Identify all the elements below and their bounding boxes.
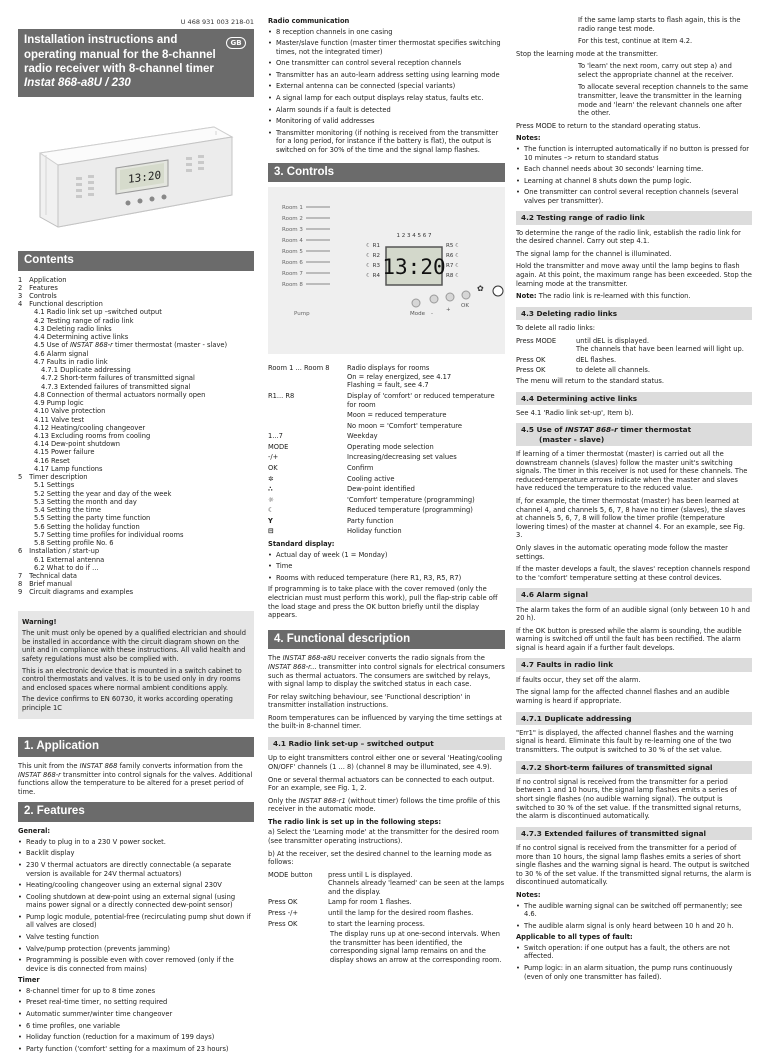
controls-legend-row: ☾ Reduced temperature (programming) bbox=[268, 506, 473, 515]
controls-legend-row: -/+ Increasing/decreasing set values bbox=[268, 453, 457, 462]
toc-entry[interactable]: 4.5 Use of INSTAT 868-r timer thermostat (master - slave) bbox=[34, 341, 228, 350]
key-value-row: Press OK to delete all channels. bbox=[516, 366, 651, 375]
radio-communication-label: Radio communication bbox=[268, 17, 350, 25]
list-item: • Pump logic module, potential-free (recirculating pump shut down if all valves are closed) bbox=[18, 913, 254, 930]
photo-room-label: Room 5 bbox=[282, 249, 303, 256]
general-label: General: bbox=[18, 827, 51, 836]
s43-button-steps bbox=[516, 337, 752, 375]
list-item: • Valve testing function bbox=[18, 933, 254, 942]
s41-text-c3: For this test, continue at Item 4.2. bbox=[578, 37, 693, 46]
photo-relay-label: R7 ☾ bbox=[446, 263, 460, 270]
s41-step-b: b) At the receiver, set the desired channel to the learning mode as follows: bbox=[268, 849, 492, 867]
s471-text-1: "Err1" is displayed, the affected channel flashes and the warning signal is heard. Eliminate this fault by re-learning one of the two transmitters. The output is switched to 30 % of the set value. bbox=[516, 728, 734, 754]
warning-title: Warning! bbox=[22, 617, 57, 626]
list-item: • Alarm sounds if a fault is detected bbox=[268, 106, 505, 115]
section-4-7-3-heading: 4.7.3 Extended failures of transmitted signal bbox=[516, 827, 752, 840]
list-item: • 8-channel timer for up to 8 time zones bbox=[18, 987, 254, 996]
controls-legend-row: Moon = reduced temperature bbox=[347, 411, 447, 420]
s473-applicable-list bbox=[516, 944, 752, 981]
list-item: • 6 time profiles, one variable bbox=[18, 1022, 254, 1031]
list-item: • Time bbox=[268, 562, 505, 571]
photo-minus-label: - bbox=[431, 311, 433, 318]
toc-entry[interactable]: 8 Brief manual bbox=[18, 580, 72, 589]
device-display-time: 13:20 bbox=[128, 168, 162, 186]
device-image bbox=[36, 123, 236, 231]
controls-legend-row: Room 1 ... Room 8 Radio displays for rooms On = relay energized, see 4.17 Flashing = fault, see 4.7 bbox=[268, 364, 452, 390]
toc-entry[interactable]: 4.14 Dew-point shutdown bbox=[34, 440, 120, 449]
controls-legend-row: No moon = 'Comfort' temperature bbox=[347, 421, 462, 430]
toc-entry[interactable]: 4.16 Reset bbox=[34, 456, 70, 465]
controls-legend bbox=[268, 364, 505, 536]
s473-notes-list bbox=[516, 902, 752, 931]
s42-text-2: The signal lamp for the channel is illuminated. bbox=[516, 249, 672, 258]
s473-applicable-label: Applicable to all types of fault: bbox=[516, 933, 633, 942]
s41-notes-label: Notes: bbox=[516, 134, 541, 143]
drops-icon: ∴ bbox=[268, 485, 273, 494]
s41-text-c1: The display runs up at one-second intervals. When the transmitter has been identified, the corresponding signal lamp remains on and the display shows an arrow at the corresponding room. bbox=[330, 930, 502, 964]
s43-text-2: The menu will return to the standard status. bbox=[516, 377, 664, 385]
toc-entry[interactable]: 5.5 Setting the party time function bbox=[34, 514, 151, 523]
toc-entry[interactable]: 4.9 Pump logic bbox=[34, 399, 84, 408]
photo-mode-label: Mode bbox=[410, 311, 425, 318]
photo-room-label: Room 2 bbox=[282, 216, 303, 223]
toc-entry[interactable]: 6.2 What to do if ... bbox=[34, 563, 99, 572]
key-value-row: Press OK dEL flashes. bbox=[516, 355, 617, 364]
table-of-contents bbox=[18, 276, 254, 597]
features-heading: 2. Features bbox=[18, 802, 254, 822]
controls-legend-row: Y Party function bbox=[268, 516, 394, 525]
section-4-1-heading: 4.1 Radio link set-up – switched output bbox=[268, 737, 505, 750]
s47-text-2: The signal lamp for the affected channel flashes and an audible warning is heard if appropriate. bbox=[516, 688, 730, 705]
list-item: • Party function ('comfort' setting for a maximum of 23 hours) bbox=[18, 1045, 254, 1053]
toc-entry[interactable]: 4.15 Power failure bbox=[34, 448, 95, 457]
toc-entry[interactable]: 4.4 Determining active links bbox=[34, 333, 129, 342]
warning-text-1: The unit must only be opened by a qualified electrician and should be installed in accordance with the circuit diagram shown on the unit and in compliance with these instructions. All valid health and safety regulations must also be complied with. bbox=[22, 629, 246, 663]
controls-legend-row: 1...7 Weekday bbox=[268, 432, 378, 441]
general-features-list bbox=[18, 838, 254, 974]
document-title: Installation instructions and operating manual for the 8-channel radio receiver with 8-channel timer bbox=[24, 34, 216, 76]
s43-text-1: To delete all radio links: bbox=[516, 324, 596, 333]
photo-plus-label: + bbox=[446, 307, 451, 314]
list-item: • The function is interrupted automatically if no button is pressed for 10 minutes –> return to standard status bbox=[516, 145, 752, 162]
functional-heading: 4. Functional description bbox=[268, 630, 505, 650]
s41-text-d1: To 'learn' the next room, carry out step a) and select the appropriate channel at the receiver. bbox=[578, 62, 734, 79]
list-item: • One transmitter can control several reception channels bbox=[268, 59, 505, 68]
controls-legend-row: ∴ Dew-point identified bbox=[268, 485, 415, 494]
toc-entry[interactable]: 5.2 Setting the year and day of the week bbox=[34, 489, 172, 498]
list-item: • The audible warning signal can be switched off permanently; see 4.6. bbox=[516, 902, 752, 919]
photo-pump-label: Pump bbox=[294, 311, 310, 318]
toc-entry[interactable]: 5.7 Setting time profiles for individual rooms bbox=[34, 530, 184, 539]
controls-photo bbox=[268, 187, 505, 354]
list-item: • Transmitter monitoring (if nothing is received from the transmitter for a long period, for instance if the battery is flat), the output is switched on for 30% of the time and the signal lamp flashes. bbox=[268, 129, 505, 155]
s41-text-c2: If the same lamp starts to flash again, this is the radio range test mode. bbox=[578, 16, 741, 33]
photo-time: 13:20 bbox=[382, 255, 446, 280]
toc-entry[interactable]: 1 Application bbox=[18, 275, 67, 284]
controls-heading: 3. Controls bbox=[268, 163, 505, 183]
toc-entry[interactable]: 4.13 Excluding rooms from cooling bbox=[34, 431, 151, 440]
s41-stop: Stop the learning mode at the transmitter. bbox=[516, 49, 659, 58]
controls-legend-row: MODE Operating mode selection bbox=[268, 442, 434, 451]
snowflake-icon: ✲ bbox=[268, 474, 274, 483]
timer-label: Timer bbox=[18, 976, 40, 985]
s41-mode: Press MODE to return to the standard operating status. bbox=[516, 121, 701, 130]
s47-text-1: If faults occur, they set off the alarm. bbox=[516, 675, 641, 684]
toc-entry[interactable]: 4.17 Lamp functions bbox=[34, 464, 103, 473]
s46-text-1: The alarm takes the form of an audible signal (only between 10 h and 20 h). bbox=[516, 605, 751, 623]
toc-entry[interactable]: 5 Timer description bbox=[18, 473, 88, 482]
standard-display-note: If programming is to take place with the cover removed (only the electrician must must perform this work), pull the flap-strip cable off the load stage and press the OK button briefly until the display appears. bbox=[268, 585, 498, 620]
toc-entry[interactable]: 4.2 Testing range of radio link bbox=[34, 316, 134, 325]
toc-entry[interactable]: 4.8 Connection of thermal actuators normally open bbox=[34, 390, 206, 399]
functional-text-2: For relay switching behaviour, see 'Functional description' in transmitter installation instructions. bbox=[268, 692, 471, 710]
photo-relay-label: R6 ☾ bbox=[446, 253, 460, 260]
toc-entry[interactable]: 4.1 Radio link set up –switched output bbox=[34, 308, 162, 317]
document-number: U 468 931 003 218-01 bbox=[180, 18, 254, 26]
toc-entry[interactable]: 4 Functional description bbox=[18, 300, 103, 309]
toc-entry[interactable]: 4.7.2 Short-term failures of transmitted signal bbox=[41, 374, 195, 383]
column-3 bbox=[516, 0, 752, 1053]
s45-text-3: Only slaves in the automatic operating mode follow the master settings. bbox=[516, 543, 728, 561]
list-item: • Holiday function (reduction for a maximum of 199 days) bbox=[18, 1033, 254, 1042]
section-4-4-heading: 4.4 Determining active links bbox=[516, 392, 752, 405]
toc-entry[interactable]: 4.7.3 Extended failures of transmitted signal bbox=[41, 382, 191, 391]
s45-text-2: If, for example, the timer thermostat (master) has been learned at channel 4, and channels 5, 6, 7, 8 have no timer (slaves), the slaves at channels 5, 6, 7, 8 will follow the timer profile (temperature lowering times) of the master at channel 4. For an example, see Fig. 3. bbox=[516, 497, 746, 540]
photo-relay-label: R5 ☾ bbox=[446, 243, 460, 250]
s44-text-1: See 4.1 'Radio link set-up', Item b). bbox=[516, 408, 634, 417]
photo-relay-label: ☾ R4 bbox=[366, 273, 380, 280]
s472-text-1: If no control signal is received from the transmitter for a period between 1 and 10 hours, the signal lamp flashes emits a series of short single flashes (no audible warning signal). The output is switched to 30 % of the set value. If the transmitted signal returns, the alarm is discontinued automatically. bbox=[516, 777, 742, 821]
s41-text-2: One or several thermal actuators can be connected to each output. For an example, see Fig. 1, 2. bbox=[268, 775, 495, 793]
toc-entry[interactable]: 5.3 Setting the month and day bbox=[34, 497, 137, 506]
key-value-row: Press OK Lamp for room 1 flashes. bbox=[268, 898, 412, 907]
toc-entry[interactable]: 4.11 Valve test bbox=[34, 415, 85, 424]
s46-text-2: If the OK button is pressed while the alarm is sounding, the audible warning is switched off until the fault has been rectified. The alarm signal is heard again if a further fault develops. bbox=[516, 626, 742, 652]
photo-weekdays: 1 2 3 4 5 6 7 bbox=[396, 233, 432, 240]
photo-room-label: Room 4 bbox=[282, 238, 303, 245]
key-value-row: MODE button press until L is displayed. Channels already 'learned' can be seen at the lamps and the display. bbox=[268, 870, 505, 896]
functional-text-3: Room temperatures can be influenced by varying the time settings at the built-in 8-channel timer. bbox=[268, 713, 502, 731]
photo-ok-label: OK bbox=[461, 303, 469, 310]
toc-entry[interactable]: 4.7 Faults in radio link bbox=[34, 357, 108, 366]
list-item: • Programming is possible even with cover removed (only if the device is dis connected from mains) bbox=[18, 956, 254, 973]
list-item: • A signal lamp for each output displays relay status, faults etc. bbox=[268, 94, 505, 103]
standard-display-list bbox=[268, 551, 505, 583]
suitcase-icon: ⊟ bbox=[268, 527, 274, 536]
photo-relay-label: ☾ R3 bbox=[366, 263, 380, 270]
photo-relay-label: ☾ R1 bbox=[366, 243, 380, 250]
key-value-row: Press -/+ until the lamp for the desired room flashes. bbox=[268, 909, 474, 918]
photo-room-label: Room 8 bbox=[282, 282, 303, 289]
s41-text-1: Up to eight transmitters control either one or several 'Heating/cooling ON/OFF' channels (1 ... 8) (channel 8 may be illuminated, see 4.9). bbox=[268, 754, 503, 771]
model-name: Instat 868-a8U / 230 bbox=[24, 77, 131, 90]
s41-step-a: a) Select the 'Learning mode' at the transmitter for the desired room (see transmitter operating instructions). bbox=[268, 828, 499, 845]
toc-entry[interactable]: 5.8 Setting profile No. 6 bbox=[34, 539, 114, 548]
s42-text-1: To determine the range of the radio link, establish the radio link for the desired channel. Carry out step 4.1. bbox=[516, 228, 741, 246]
toc-entry[interactable]: 4.3 Deleting radio links bbox=[34, 324, 112, 333]
section-4-7-1-heading: 4.7.1 Duplicate addressing bbox=[516, 712, 752, 725]
list-item: • Preset real-time timer, no setting required bbox=[18, 998, 254, 1007]
s42-note: Note: The radio link is re-learned with this function. bbox=[516, 292, 691, 301]
key-value-row: Press MODE until dEL is displayed. The channels that have been learned will light up. bbox=[516, 336, 744, 354]
s473-notes-label: Notes: bbox=[516, 891, 541, 900]
toc-entry[interactable]: 4.7.1 Duplicate addressing bbox=[41, 366, 131, 375]
list-item: • Ready to plug in to a 230 V power socket. bbox=[18, 838, 254, 847]
s45-text-4: If the master develops a fault, the slaves' reception channels respond to the 'comfort' temperature setting at these control devices. bbox=[516, 565, 750, 582]
photo-room-label: Room 3 bbox=[282, 227, 303, 234]
photo-room-label: Room 1 bbox=[282, 205, 303, 212]
s41-button-steps bbox=[268, 871, 505, 928]
warning-text-2: This is an electronic device that is mounted in a switch cabinet to control thermostats and valves. It is to be used only in dry rooms and enclosed spaces where normal ambient conditions apply. bbox=[22, 666, 242, 692]
s42-text-3: Hold the transmitter and move away until the lamp begins to flash again. At this point, the maximum range has been exceeded. Stop the learning mode at the transmitter. bbox=[516, 262, 752, 288]
list-item: • Heating/cooling changeover using an external signal 230V bbox=[18, 881, 254, 890]
contents-heading: Contents bbox=[18, 251, 254, 271]
list-item: • Actual day of week (1 = Monday) bbox=[268, 551, 505, 560]
language-badge: GB bbox=[226, 37, 246, 49]
column-1 bbox=[18, 0, 254, 1053]
list-item: • 230 V thermal actuators are directly connectable (a separate version is available for 24V thermal actuators) bbox=[18, 861, 254, 878]
section-4-5-heading: 4.5 Use of INSTAT 868-r timer thermostat (master - slave) bbox=[516, 423, 752, 446]
title-banner bbox=[18, 29, 254, 97]
list-item: • Each channel needs about 30 seconds' learning time. bbox=[516, 165, 752, 174]
photo-room-label: Room 6 bbox=[282, 260, 303, 267]
svg-text:✿: ✿ bbox=[477, 284, 484, 294]
list-item: • One transmitter can control several reception channels (several valves per transmitter). bbox=[516, 188, 752, 205]
list-item: • 8 reception channels in one casing bbox=[268, 28, 505, 37]
toc-entry[interactable]: 4.10 Valve protection bbox=[34, 407, 106, 416]
section-4-3-heading: 4.3 Deleting radio links bbox=[516, 307, 752, 320]
functional-text-1: The INSTAT 868-a8U receiver converts the radio signals from the INSTAT 868-r... transmitter into control signals for electrical consumers such as thermal actuators. The consumers are switched by relays, with signal lamp to display the switched status in each case. bbox=[268, 654, 505, 689]
s45-text-1: If learning of a timer thermostat (master) is carried out all the downstream channels (slaves) follow the master unit's switching signals. The timer in this receiver is not used for these channels. The reduced-temperature arrows indicate when the master and slaves have reduced the temperature to the reduced value. bbox=[516, 450, 748, 493]
s41-steps-label: The radio link is set up in the following steps: bbox=[268, 817, 442, 826]
moon-icon: ☾ bbox=[268, 506, 274, 515]
photo-relay-label: ☾ R2 bbox=[366, 253, 380, 260]
photo-room-label: Room 7 bbox=[282, 271, 303, 278]
warning-box bbox=[18, 611, 254, 720]
toc-entry[interactable]: 5.6 Setting the holiday function bbox=[34, 522, 140, 531]
radio-features-list bbox=[268, 28, 505, 155]
toc-entry[interactable]: 3 Controls bbox=[18, 292, 57, 300]
s41-text-d2: To allocate several reception channels to the same transmitter, leave the transmitter in the learning mode and 'learn' the relevant channels one after the other. bbox=[578, 83, 749, 118]
controls-legend-row: R1... R8 Display of 'comfort' or reduced temperature for room bbox=[268, 391, 495, 409]
section-4-7-2-heading: 4.7.2 Short-term failures of transmitted signal bbox=[516, 761, 752, 774]
toc-entry[interactable]: 4.12 Heating/cooling changeover bbox=[34, 423, 146, 432]
controls-legend-row: ✲ Cooling active bbox=[268, 474, 395, 483]
application-heading: 1. Application bbox=[18, 737, 254, 757]
s41-notes-list bbox=[516, 145, 752, 205]
section-4-6-heading: 4.6 Alarm signal bbox=[516, 588, 752, 601]
s41-text-3: Only the INSTAT 868-r1 (without timer) follows the time profile of this receiver in the automatic mode. bbox=[268, 796, 501, 814]
list-item: • Backlit display bbox=[18, 849, 254, 858]
section-4-7-heading: 4.7 Faults in radio link bbox=[516, 658, 752, 671]
warning-text-3: The device confirms to EN 60730, it works according operating principle 1C bbox=[22, 695, 233, 712]
controls-legend-row: ☼ 'Comfort' temperature (programming) bbox=[268, 495, 475, 504]
list-item: • Valve/pump protection (prevents jamming) bbox=[18, 945, 254, 954]
controls-legend-row: OK Confirm bbox=[268, 464, 374, 473]
toc-entry[interactable]: 5.4 Setting the time bbox=[34, 506, 102, 515]
list-item: • Pump logic: in an alarm situation, the pump runs continuously (even of only one transmitter has failed). bbox=[516, 964, 752, 981]
standard-display-label: Standard display: bbox=[268, 540, 335, 549]
toc-entry[interactable]: 7 Technical data bbox=[18, 571, 78, 580]
s473-text-1: If no control signal is received from the transmitter for a period of more than 10 hours, the signal lamp flashes emits a series of short single flashes and the warning signal is heard. The output is switched to 30 % of the set value. If the transmitted signal returns, the alarm is discontinued automatically. bbox=[516, 844, 752, 887]
list-item: • Monitoring of valid addresses bbox=[268, 117, 505, 126]
list-item: • Transmitter has an auto-learn address setting using learning mode bbox=[268, 71, 505, 80]
list-item: • Automatic summer/winter time changeover bbox=[18, 1010, 254, 1019]
sun-icon: ☼ bbox=[268, 495, 274, 504]
toc-entry[interactable]: 6 Installation / start-up bbox=[18, 547, 100, 556]
list-item: • Cooling shutdown at dew-point using an external signal (using mains power signal or a directly connected dew-point sensor) bbox=[18, 893, 254, 910]
toc-entry[interactable]: 9 Circuit diagrams and examples bbox=[18, 588, 134, 597]
list-item: • External antenna can be connected (special variants) bbox=[268, 82, 505, 91]
glass-icon: Y bbox=[268, 516, 273, 525]
list-item: • Rooms with reduced temperature (here R1, R3, R5, R7) bbox=[268, 574, 505, 583]
toc-entry[interactable]: 2 Features bbox=[18, 283, 58, 292]
timer-features-list bbox=[18, 987, 254, 1053]
photo-relay-label: R8 ☾ bbox=[446, 273, 460, 280]
toc-entry[interactable]: 6.1 External antenna bbox=[34, 555, 105, 564]
list-item: • Learning at channel 8 shuts down the pump logic. bbox=[516, 177, 752, 186]
column-2 bbox=[268, 0, 505, 1053]
list-item: • Switch operation: if one output has a fault, the others are not affected. bbox=[516, 944, 752, 961]
key-value-row: Press OK to start the learning process. bbox=[268, 919, 425, 928]
toc-entry[interactable]: 4.6 Alarm signal bbox=[34, 349, 89, 358]
section-4-2-heading: 4.2 Testing range of radio link bbox=[516, 211, 752, 224]
list-item: • Master/slave function (master timer thermostat specifies switching times, not the integrated timer) bbox=[268, 39, 505, 56]
controls-legend-row: ⊟ Holiday function bbox=[268, 527, 402, 536]
toc-entry[interactable]: 5.1 Settings bbox=[34, 481, 75, 490]
application-text: This unit from the INSTAT 868 family converts information from the INSTAT 868-r transmitter into control signals for the valves. Additional functions allow the temperature to be altered for a preset period of time. bbox=[18, 762, 253, 796]
list-item: • The audible alarm signal is only heard between 10 h and 20 h. bbox=[516, 922, 752, 931]
